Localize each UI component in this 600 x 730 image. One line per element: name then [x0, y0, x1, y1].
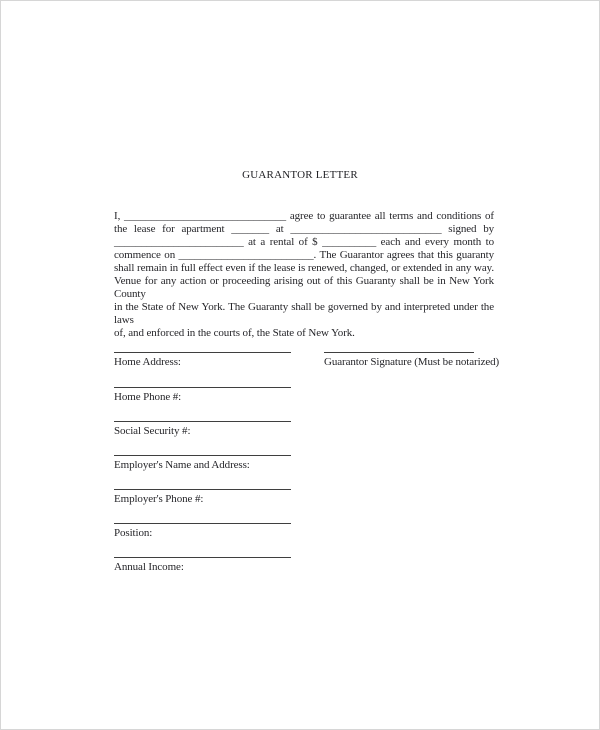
paragraph-line: Venue for any action or proceeding arising out of this Guaranty shall be in New York County: [114, 275, 494, 300]
field-label: Position:: [114, 527, 153, 539]
letter-body: [114, 210, 494, 340]
paragraph-line: commence on _________________________. The Guarantor agrees that this guaranty: [114, 249, 494, 261]
paragraph-line: in the State of New York. The Guaranty shall be governed by and interpreted under the laws: [114, 301, 494, 326]
field-label: Employer's Name and Address:: [114, 459, 250, 471]
field-blank-line: [114, 557, 291, 558]
field-blank-line: [114, 489, 291, 490]
paragraph-line: I, ______________________________ agree to guarantee all terms and conditions of: [114, 210, 494, 222]
field-label: Social Security #:: [114, 425, 191, 437]
form-field-position: [114, 523, 291, 539]
field-label: Home Address:: [114, 356, 181, 368]
signature-label: Guarantor Signature (Must be notarized): [324, 356, 500, 368]
form-field-home-address: [114, 352, 291, 368]
paragraph-line: shall remain in full effect even if the lease is renewed, changed, or extended in any way.: [114, 262, 494, 274]
field-blank-line: [114, 387, 291, 388]
form-field-social-security: [114, 421, 291, 437]
form-field-home-phone: [114, 387, 291, 403]
field-label: Employer's Phone #:: [114, 493, 204, 505]
page-title: GUARANTOR LETTER: [242, 169, 358, 181]
paragraph-line: of, and enforced in the courts of, the State of New York.: [114, 327, 355, 339]
field-label: Annual Income:: [114, 561, 184, 573]
form-field-annual-income: [114, 557, 291, 573]
guarantor-signature-block: [324, 352, 502, 368]
signature-blank-line: [324, 352, 474, 353]
field-blank-line: [114, 421, 291, 422]
field-label: Home Phone #:: [114, 391, 182, 403]
form-field-employer-phone: [114, 489, 291, 505]
field-blank-line: [114, 455, 291, 456]
field-blank-line: [114, 523, 291, 524]
paragraph-line: the lease for apartment _______ at ____________________________ signed by: [114, 223, 494, 235]
field-blank-line: [114, 352, 291, 353]
paragraph-line: ________________________ at a rental of $ __________ each and every month to: [114, 236, 494, 248]
form-field-employer-name-address: [114, 455, 291, 471]
